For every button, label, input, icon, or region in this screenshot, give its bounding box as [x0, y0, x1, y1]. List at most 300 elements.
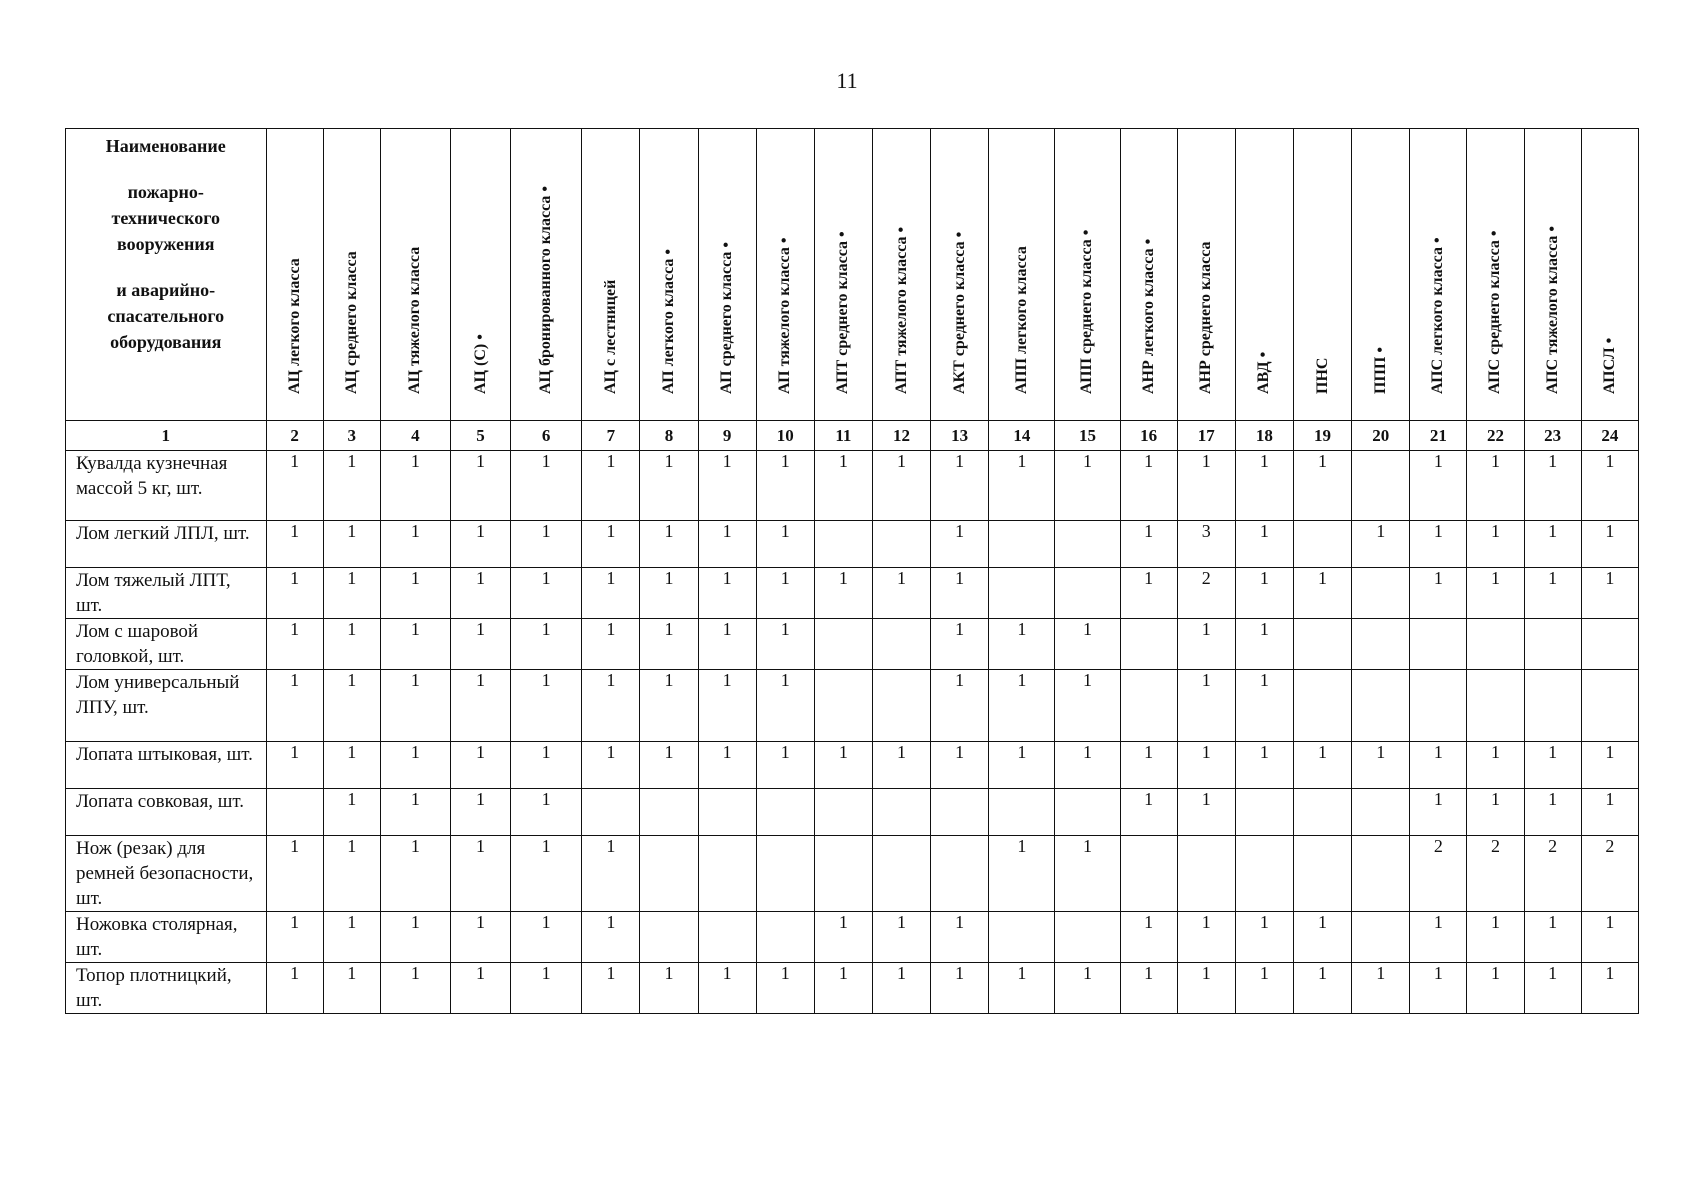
- quantity-cell: [1524, 619, 1581, 670]
- column-number: 5: [450, 421, 510, 451]
- quantity-cell: 1: [989, 451, 1055, 521]
- quantity-cell: 1: [1410, 568, 1467, 619]
- quantity-cell: 1: [1524, 521, 1581, 568]
- quantity-cell: [1352, 670, 1410, 742]
- vehicle-label: АП среднего класса •: [718, 242, 736, 394]
- quantity-cell: 1: [931, 912, 989, 963]
- column-header-name: [66, 129, 267, 421]
- quantity-cell: 1: [931, 963, 989, 1014]
- header-name-line: и аварийно-: [116, 280, 216, 300]
- quantity-cell: [1467, 619, 1524, 670]
- quantity-cell: [640, 789, 698, 836]
- quantity-cell: 1: [1055, 836, 1120, 912]
- quantity-cell: 1: [1524, 912, 1581, 963]
- quantity-cell: 1: [1410, 789, 1467, 836]
- table-row: [66, 789, 1639, 836]
- quantity-cell: [814, 836, 872, 912]
- quantity-cell: 1: [450, 963, 510, 1014]
- quantity-cell: 1: [323, 742, 380, 789]
- quantity-cell: 1: [323, 521, 380, 568]
- table-row: [66, 521, 1639, 568]
- quantity-cell: 1: [380, 670, 450, 742]
- quantity-cell: 1: [1235, 521, 1293, 568]
- quantity-cell: 1: [1235, 619, 1293, 670]
- column-header-vehicle: [450, 129, 510, 421]
- quantity-cell: 1: [1581, 451, 1638, 521]
- quantity-cell: 1: [380, 963, 450, 1014]
- quantity-cell: 1: [450, 568, 510, 619]
- quantity-cell: 1: [640, 568, 698, 619]
- quantity-cell: [1120, 670, 1177, 742]
- quantity-cell: 1: [323, 963, 380, 1014]
- quantity-cell: 1: [1055, 742, 1120, 789]
- column-number: 18: [1235, 421, 1293, 451]
- quantity-cell: 1: [1055, 619, 1120, 670]
- quantity-cell: [1581, 670, 1638, 742]
- quantity-cell: 1: [323, 836, 380, 912]
- quantity-cell: [872, 670, 930, 742]
- quantity-cell: 2: [1467, 836, 1524, 912]
- quantity-cell: 1: [511, 619, 582, 670]
- column-header-vehicle: [640, 129, 698, 421]
- quantity-cell: [1055, 789, 1120, 836]
- quantity-cell: 1: [450, 789, 510, 836]
- quantity-cell: [1352, 451, 1410, 521]
- quantity-cell: 1: [1524, 742, 1581, 789]
- quantity-cell: 1: [756, 451, 814, 521]
- equipment-name: Лом тяжелый ЛПТ, шт.: [66, 568, 267, 619]
- quantity-cell: 1: [1120, 568, 1177, 619]
- vehicle-label: АПС легкого класса •: [1429, 237, 1447, 394]
- quantity-cell: 1: [450, 670, 510, 742]
- quantity-cell: [1293, 670, 1351, 742]
- quantity-cell: 1: [872, 912, 930, 963]
- quantity-cell: 1: [1467, 789, 1524, 836]
- column-header-vehicle: [1410, 129, 1467, 421]
- table-row: [66, 670, 1639, 742]
- quantity-cell: 1: [1524, 568, 1581, 619]
- quantity-cell: 1: [266, 742, 323, 789]
- column-number: 24: [1581, 421, 1638, 451]
- quantity-cell: 1: [1120, 963, 1177, 1014]
- quantity-cell: 1: [266, 451, 323, 521]
- quantity-cell: [582, 789, 640, 836]
- quantity-cell: [872, 836, 930, 912]
- quantity-cell: 1: [756, 568, 814, 619]
- quantity-cell: 1: [511, 568, 582, 619]
- quantity-cell: 1: [582, 836, 640, 912]
- column-header-vehicle: [1293, 129, 1351, 421]
- quantity-cell: 1: [1177, 670, 1235, 742]
- table-row: [66, 963, 1639, 1014]
- column-header-vehicle: [1055, 129, 1120, 421]
- quantity-cell: 1: [931, 568, 989, 619]
- quantity-cell: 1: [756, 521, 814, 568]
- quantity-cell: 1: [1293, 451, 1351, 521]
- quantity-cell: 1: [1581, 742, 1638, 789]
- quantity-cell: 1: [511, 912, 582, 963]
- vehicle-label: АЦ с лестницей: [601, 279, 619, 394]
- quantity-cell: 1: [1581, 789, 1638, 836]
- quantity-cell: 1: [380, 619, 450, 670]
- quantity-cell: [1120, 619, 1177, 670]
- equipment-table: [65, 128, 1639, 1014]
- quantity-cell: 1: [511, 836, 582, 912]
- quantity-cell: 1: [989, 963, 1055, 1014]
- quantity-cell: 1: [582, 568, 640, 619]
- quantity-cell: 1: [1177, 789, 1235, 836]
- quantity-cell: 1: [1410, 742, 1467, 789]
- vehicle-label: АЦ (С) •: [471, 334, 489, 394]
- quantity-cell: 1: [582, 521, 640, 568]
- quantity-cell: 1: [380, 789, 450, 836]
- quantity-cell: [756, 912, 814, 963]
- equipment-name: Ножовка столярная, шт.: [66, 912, 267, 963]
- quantity-cell: 1: [872, 742, 930, 789]
- quantity-cell: 1: [266, 963, 323, 1014]
- quantity-cell: 1: [640, 742, 698, 789]
- header-name-line: спасательного: [107, 306, 225, 326]
- quantity-cell: [640, 836, 698, 912]
- vehicle-label: АВД •: [1255, 351, 1273, 394]
- quantity-cell: [640, 912, 698, 963]
- quantity-cell: 1: [1581, 568, 1638, 619]
- column-header-vehicle: [756, 129, 814, 421]
- quantity-cell: 1: [511, 789, 582, 836]
- column-number: 6: [511, 421, 582, 451]
- quantity-cell: [989, 568, 1055, 619]
- quantity-cell: 1: [1581, 912, 1638, 963]
- quantity-cell: 1: [582, 742, 640, 789]
- quantity-cell: 1: [380, 912, 450, 963]
- quantity-cell: 1: [1293, 568, 1351, 619]
- column-number: 4: [380, 421, 450, 451]
- quantity-cell: 1: [1120, 789, 1177, 836]
- column-header-vehicle: [814, 129, 872, 421]
- quantity-cell: [1352, 568, 1410, 619]
- equipment-name: Кувалда кузнечная массой 5 кг, шт.: [66, 451, 267, 521]
- quantity-cell: 1: [931, 521, 989, 568]
- quantity-cell: 1: [511, 963, 582, 1014]
- equipment-name: Лом легкий ЛПЛ, шт.: [66, 521, 267, 568]
- equipment-name: Нож (резак) для ремней безопасности, шт.: [66, 836, 267, 912]
- quantity-cell: 1: [380, 451, 450, 521]
- quantity-cell: 1: [872, 963, 930, 1014]
- quantity-cell: [989, 521, 1055, 568]
- quantity-cell: 1: [1177, 451, 1235, 521]
- vehicle-label: АПТ среднего класса •: [834, 231, 852, 394]
- header-name-line: оборудования: [110, 332, 222, 352]
- vehicle-label: АЦ бронированного класса •: [537, 186, 555, 394]
- quantity-cell: 1: [380, 521, 450, 568]
- equipment-name: Лопата совковая, шт.: [66, 789, 267, 836]
- quantity-cell: 1: [989, 836, 1055, 912]
- column-number: 19: [1293, 421, 1351, 451]
- equipment-name: Топор плотницкий, шт.: [66, 963, 267, 1014]
- quantity-cell: 1: [1410, 963, 1467, 1014]
- header-name-line: Наименование: [105, 136, 226, 156]
- quantity-cell: 1: [450, 451, 510, 521]
- vehicle-label: АПС среднего класса •: [1486, 230, 1504, 394]
- table-row: [66, 742, 1639, 789]
- quantity-cell: 1: [756, 963, 814, 1014]
- quantity-cell: 1: [698, 521, 756, 568]
- quantity-cell: 1: [266, 568, 323, 619]
- column-number: 11: [814, 421, 872, 451]
- quantity-cell: 1: [1467, 912, 1524, 963]
- quantity-cell: 2: [1581, 836, 1638, 912]
- quantity-cell: 1: [1055, 451, 1120, 521]
- quantity-cell: 1: [698, 568, 756, 619]
- quantity-cell: 1: [1524, 789, 1581, 836]
- quantity-cell: 1: [931, 742, 989, 789]
- quantity-cell: 1: [1120, 521, 1177, 568]
- quantity-cell: 1: [511, 742, 582, 789]
- quantity-cell: [814, 619, 872, 670]
- quantity-cell: 1: [814, 742, 872, 789]
- column-header-vehicle: [1524, 129, 1581, 421]
- quantity-cell: [989, 912, 1055, 963]
- quantity-cell: [931, 789, 989, 836]
- header-name-line: вооружения: [117, 234, 215, 254]
- column-number: 3: [323, 421, 380, 451]
- quantity-cell: 1: [1293, 963, 1351, 1014]
- quantity-cell: 1: [582, 670, 640, 742]
- quantity-cell: 1: [1235, 670, 1293, 742]
- quantity-cell: 1: [931, 619, 989, 670]
- quantity-cell: 1: [872, 568, 930, 619]
- vehicle-label: АЦ легкого класса: [285, 258, 303, 394]
- quantity-cell: 1: [698, 963, 756, 1014]
- quantity-cell: 1: [814, 912, 872, 963]
- quantity-cell: [814, 521, 872, 568]
- column-number: 13: [931, 421, 989, 451]
- quantity-cell: [1055, 521, 1120, 568]
- column-number: 12: [872, 421, 930, 451]
- quantity-cell: 1: [323, 619, 380, 670]
- vehicle-label: АПТ тяжелого класса •: [892, 226, 910, 394]
- quantity-cell: 1: [640, 963, 698, 1014]
- quantity-cell: 1: [511, 670, 582, 742]
- vehicle-label: АП тяжелого класса •: [776, 237, 794, 394]
- quantity-cell: 1: [266, 912, 323, 963]
- quantity-cell: 1: [1467, 451, 1524, 521]
- quantity-cell: 1: [380, 568, 450, 619]
- quantity-cell: 1: [266, 619, 323, 670]
- quantity-cell: 1: [1293, 742, 1351, 789]
- quantity-cell: 1: [1055, 670, 1120, 742]
- quantity-cell: 1: [1352, 521, 1410, 568]
- quantity-cell: [1352, 789, 1410, 836]
- quantity-cell: 1: [380, 742, 450, 789]
- quantity-cell: 1: [989, 670, 1055, 742]
- quantity-cell: 1: [266, 670, 323, 742]
- quantity-cell: [756, 836, 814, 912]
- quantity-cell: [1410, 670, 1467, 742]
- quantity-cell: [1293, 619, 1351, 670]
- column-number: 14: [989, 421, 1055, 451]
- column-header-vehicle: [1467, 129, 1524, 421]
- quantity-cell: [1352, 836, 1410, 912]
- quantity-cell: [1293, 521, 1351, 568]
- quantity-cell: 1: [640, 619, 698, 670]
- column-header-vehicle: [1581, 129, 1638, 421]
- quantity-cell: 1: [756, 742, 814, 789]
- vehicle-label: ППП •: [1371, 347, 1389, 394]
- quantity-cell: 1: [323, 789, 380, 836]
- quantity-cell: [872, 619, 930, 670]
- vehicle-label: АНР легкого класса •: [1139, 238, 1157, 394]
- quantity-cell: 1: [323, 912, 380, 963]
- quantity-cell: 1: [1524, 963, 1581, 1014]
- quantity-cell: 1: [1410, 521, 1467, 568]
- quantity-cell: 1: [1352, 742, 1410, 789]
- quantity-cell: 1: [756, 619, 814, 670]
- column-number: 2: [266, 421, 323, 451]
- quantity-cell: [1410, 619, 1467, 670]
- quantity-cell: 1: [1235, 912, 1293, 963]
- page-number: 11: [836, 68, 858, 93]
- quantity-cell: 2: [1524, 836, 1581, 912]
- quantity-cell: [698, 836, 756, 912]
- quantity-cell: 1: [1235, 568, 1293, 619]
- quantity-cell: 1: [1120, 912, 1177, 963]
- header-name-line: пожарно-: [127, 182, 204, 202]
- column-number: 20: [1352, 421, 1410, 451]
- quantity-cell: 1: [1177, 912, 1235, 963]
- quantity-cell: 1: [511, 521, 582, 568]
- quantity-cell: 1: [1177, 963, 1235, 1014]
- quantity-cell: 1: [814, 568, 872, 619]
- quantity-cell: 1: [640, 670, 698, 742]
- quantity-cell: 1: [1177, 619, 1235, 670]
- column-number-row: [66, 421, 1639, 451]
- quantity-cell: [1352, 912, 1410, 963]
- vehicle-label: АКТ среднего класса •: [950, 231, 968, 394]
- column-number: 7: [582, 421, 640, 451]
- column-header-vehicle: [989, 129, 1055, 421]
- quantity-cell: 2: [1410, 836, 1467, 912]
- column-header-vehicle: [698, 129, 756, 421]
- quantity-cell: 1: [1293, 912, 1351, 963]
- vehicle-label: ПНС: [1313, 357, 1331, 394]
- quantity-cell: 1: [989, 742, 1055, 789]
- quantity-cell: 1: [582, 451, 640, 521]
- quantity-cell: [1293, 836, 1351, 912]
- header-row: [66, 129, 1639, 421]
- quantity-cell: 1: [266, 836, 323, 912]
- quantity-cell: 1: [698, 619, 756, 670]
- quantity-cell: [814, 789, 872, 836]
- column-number: 15: [1055, 421, 1120, 451]
- quantity-cell: 2: [1177, 568, 1235, 619]
- quantity-cell: [266, 789, 323, 836]
- vehicle-label: АП легкого класса •: [659, 248, 677, 394]
- quantity-cell: 1: [323, 568, 380, 619]
- quantity-cell: 1: [1120, 742, 1177, 789]
- quantity-cell: 1: [698, 742, 756, 789]
- quantity-cell: [1055, 568, 1120, 619]
- quantity-cell: 1: [756, 670, 814, 742]
- quantity-cell: [1293, 789, 1351, 836]
- quantity-cell: 1: [1467, 963, 1524, 1014]
- column-number: 8: [640, 421, 698, 451]
- quantity-cell: 1: [1352, 963, 1410, 1014]
- column-header-vehicle: [266, 129, 323, 421]
- quantity-cell: 1: [872, 451, 930, 521]
- column-header-vehicle: [323, 129, 380, 421]
- vehicle-label: АПСЛ •: [1600, 337, 1618, 394]
- quantity-cell: 1: [1120, 451, 1177, 521]
- quantity-cell: [1352, 619, 1410, 670]
- quantity-cell: [756, 789, 814, 836]
- quantity-cell: [1524, 670, 1581, 742]
- quantity-cell: 1: [511, 451, 582, 521]
- quantity-cell: 1: [1235, 451, 1293, 521]
- quantity-cell: 1: [931, 670, 989, 742]
- column-header-vehicle: [1235, 129, 1293, 421]
- quantity-cell: [872, 521, 930, 568]
- equipment-name: Лопата штыковая, шт.: [66, 742, 267, 789]
- quantity-cell: 1: [380, 836, 450, 912]
- quantity-cell: 1: [1235, 963, 1293, 1014]
- quantity-cell: 1: [582, 619, 640, 670]
- quantity-cell: [1581, 619, 1638, 670]
- column-number: 10: [756, 421, 814, 451]
- quantity-cell: 1: [814, 963, 872, 1014]
- quantity-cell: [1235, 836, 1293, 912]
- quantity-cell: 1: [450, 836, 510, 912]
- vehicle-label: АПП легкого класса: [1012, 246, 1030, 394]
- quantity-cell: 1: [931, 451, 989, 521]
- quantity-cell: [698, 912, 756, 963]
- table-row: [66, 912, 1639, 963]
- quantity-cell: 1: [582, 963, 640, 1014]
- vehicle-label: АПП среднего класса •: [1078, 229, 1096, 394]
- quantity-cell: 1: [640, 451, 698, 521]
- vehicle-label: АНР среднего класса: [1197, 241, 1215, 394]
- column-number: 9: [698, 421, 756, 451]
- column-header-vehicle: [931, 129, 989, 421]
- vehicle-label: АПС тяжелого класса •: [1543, 226, 1561, 394]
- quantity-cell: 1: [323, 670, 380, 742]
- quantity-cell: [1177, 836, 1235, 912]
- quantity-cell: [698, 789, 756, 836]
- quantity-cell: 1: [640, 521, 698, 568]
- table-row: [66, 619, 1639, 670]
- column-number: 23: [1524, 421, 1581, 451]
- quantity-cell: 1: [450, 742, 510, 789]
- header-name-line: [66, 257, 266, 277]
- quantity-cell: 1: [1055, 963, 1120, 1014]
- quantity-cell: 1: [323, 451, 380, 521]
- quantity-cell: 1: [1581, 521, 1638, 568]
- quantity-cell: [872, 789, 930, 836]
- quantity-cell: [1055, 912, 1120, 963]
- quantity-cell: [814, 670, 872, 742]
- quantity-cell: 1: [1581, 963, 1638, 1014]
- column-number: 16: [1120, 421, 1177, 451]
- quantity-cell: 1: [1467, 742, 1524, 789]
- table-row: [66, 451, 1639, 521]
- quantity-cell: 1: [1524, 451, 1581, 521]
- quantity-cell: [1120, 836, 1177, 912]
- column-header-vehicle: [1120, 129, 1177, 421]
- column-number: 22: [1467, 421, 1524, 451]
- table-row: [66, 568, 1639, 619]
- vehicle-label: АЦ тяжелого класса: [406, 246, 424, 394]
- quantity-cell: 1: [450, 619, 510, 670]
